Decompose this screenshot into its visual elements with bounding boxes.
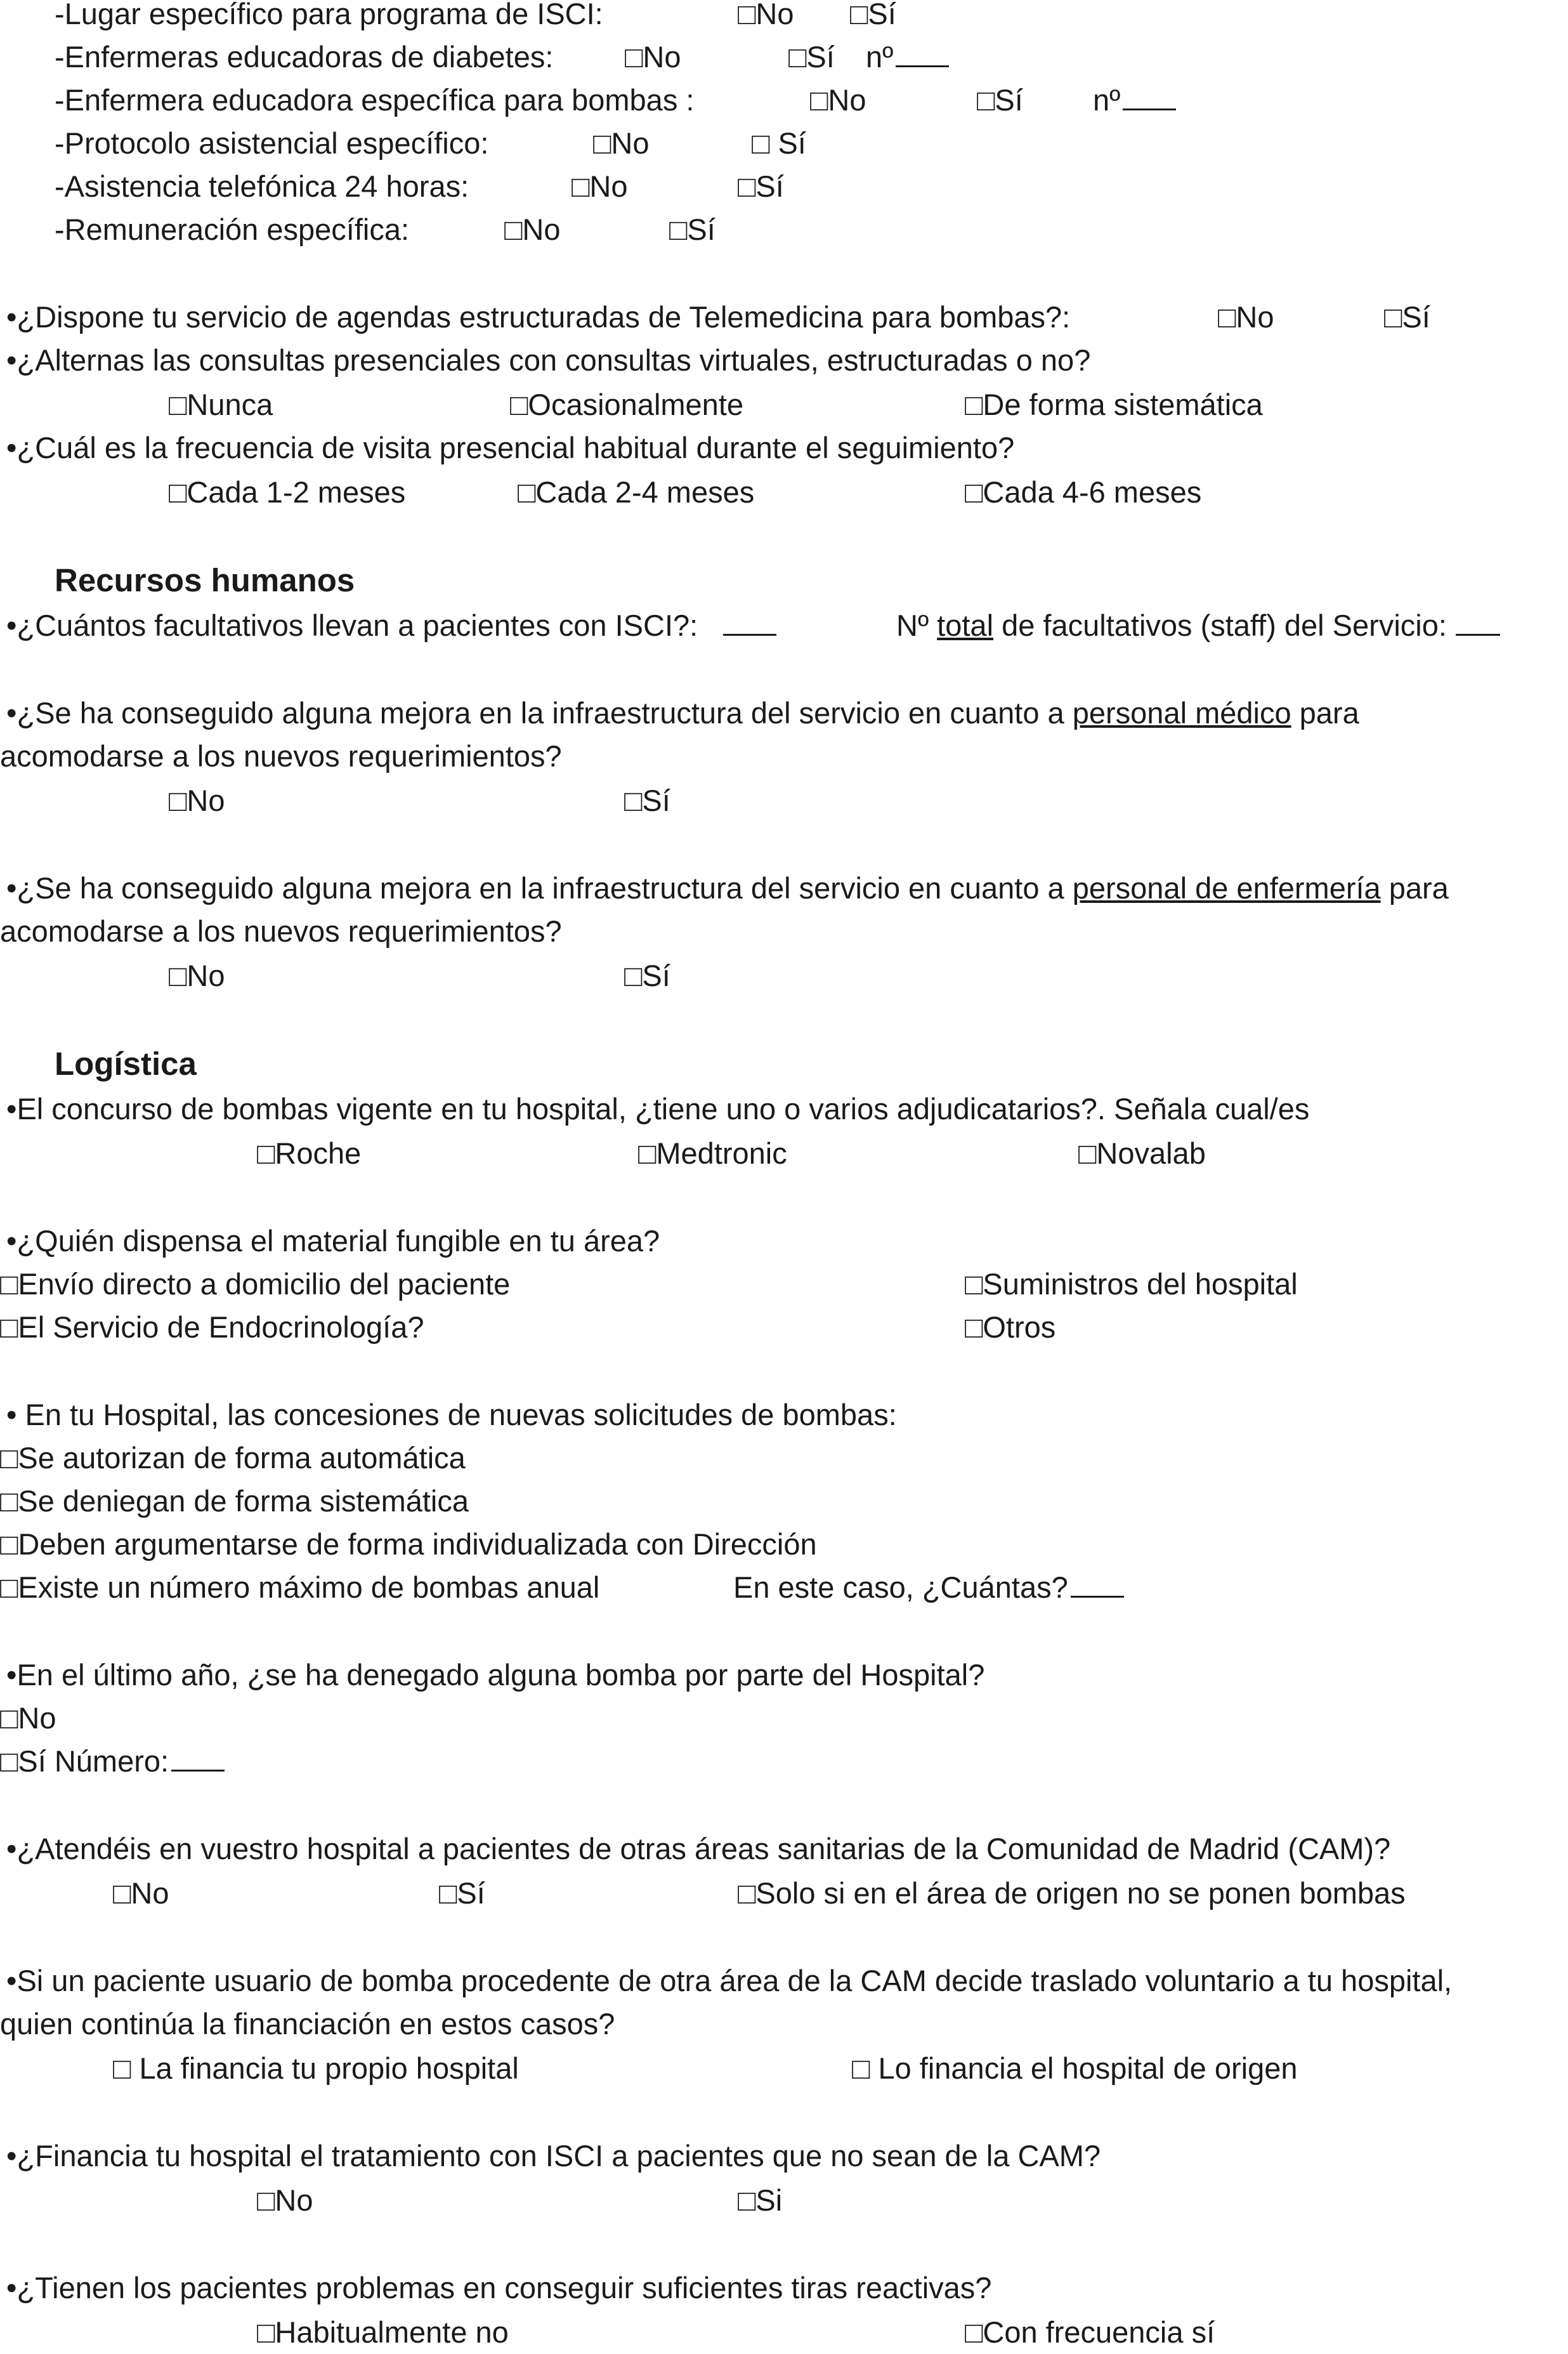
recursos-heading: Recursos humanos [55,562,355,598]
telemedicina-no-checkbox[interactable]: □No [1218,300,1274,334]
enfermeras-si-checkbox[interactable]: □Sí [788,40,835,74]
facultativos-question: •¿Cuántos facultativos llevan a pacientes con ISCI?: [6,608,698,642]
medtronic-checkbox[interactable]: □Medtronic [638,1136,787,1170]
roche-checkbox[interactable]: □Roche [257,1136,362,1170]
otras-areas-question: •¿Atendéis en vuestro hospital a pacientes de otras áreas sanitarias de la Comunidad de Madrid (CAM)? [6,1832,1391,1865]
enf-bombas-num-field[interactable] [1093,79,1176,122]
frecuencia-si-checkbox[interactable]: □Con frecuencia sí [965,2315,1215,2349]
medico-no-checkbox[interactable]: □No [169,784,225,817]
frecuencia-question: •¿Cuál es la frecuencia de visita presencial habitual durante el seguimiento? [6,431,1015,464]
alternas-question: •¿Alternas las consultas presenciales con consultas virtuales, estructuradas o no? [6,343,1091,377]
total-line [896,604,1500,647]
medico-acomodarse: acomodarse a los nuevos requerimientos? [0,739,562,773]
enfermeria-pre: •¿Se ha conseguido alguna mejora en la infraestructura del servicio en cuanto a [6,871,1073,905]
financia-no-checkbox[interactable]: □No [257,2183,313,2217]
enfermeria-acomodarse: acomodarse a los nuevos requerimientos? [0,914,562,948]
denegado-question: •En el último año, ¿se ha denegado alguna bomba por parte del Hospital? [6,1658,985,1692]
enf-bombas-no-checkbox[interactable]: □No [810,83,866,117]
maximo-checkbox[interactable]: □Existe un número máximo de bombas anual [0,1570,600,1604]
enf-bombas-si-checkbox[interactable]: □Sí [977,83,1023,117]
total-post: de facultativos (staff) del Servicio: [993,608,1447,642]
telemedicina-si-checkbox[interactable]: □Sí [1384,300,1430,334]
remuneracion-si-checkbox[interactable]: □Sí [669,213,715,246]
medico-line [6,692,1359,735]
propio-checkbox[interactable]: □ La financia tu propio hospital [113,2051,519,2085]
telemedicina-question: •¿Dispone tu servicio de agendas estructuradas de Telemedicina para bombas?: [6,300,1071,334]
autorizan-checkbox[interactable]: □Se autorizan de forma automática [0,1441,466,1475]
remuneracion-no-checkbox[interactable]: □No [504,213,561,246]
enfermeria-si-checkbox[interactable]: □Sí [624,959,670,992]
facultativos-line [6,604,776,647]
enfermeras-num-field[interactable] [866,36,949,79]
lugar-label: -Lugar específico para programa de ISCI: [55,0,603,30]
habitualmente-checkbox[interactable]: □Habitualmente no [257,2315,509,2349]
enfermeras-no-checkbox[interactable]: □No [625,40,681,74]
frecuencia-1-2-checkbox[interactable]: □Cada 1-2 meses [169,475,406,509]
denegado-si-field[interactable] [0,1740,225,1783]
denegado-no-checkbox[interactable]: □No [0,1701,56,1735]
enfermeria-no-checkbox[interactable]: □No [169,959,225,992]
medico-pre: •¿Se ha conseguido alguna mejora en la infraestructura del servicio en cuanto a [6,696,1073,730]
lugar-si-checkbox[interactable]: □Sí [850,0,896,30]
enf-bombas-num-label: nº [1093,83,1121,117]
suministros-checkbox[interactable]: □Suministros del hospital [965,1267,1298,1301]
fungible-question: •¿Quién dispensa el material fungible en tu área? [6,1224,660,1258]
frecuencia-2-4-checkbox[interactable]: □Cada 2-4 meses [518,475,755,509]
protocolo-label: -Protocolo asistencial específico: [55,126,489,160]
protocolo-si-checkbox[interactable]: □ Sí [752,126,806,160]
telefonica-si-checkbox[interactable]: □Sí [738,169,784,203]
traslado-question: •Si un paciente usuario de bomba procedente de otra área de la CAM decide traslado voluntario a tu hospital, [6,1964,1453,1997]
frecuencia-4-6-checkbox[interactable]: □Cada 4-6 meses [965,475,1202,509]
total-underlined: total [937,608,994,642]
otros-checkbox[interactable]: □Otros [965,1310,1056,1344]
total-blank[interactable] [1456,612,1500,636]
facultativos-blank[interactable] [723,612,776,636]
remuneracion-label: -Remuneración específica: [55,213,410,246]
medico-si-checkbox[interactable]: □Sí [624,784,670,817]
deniegan-checkbox[interactable]: □Se deniegan de forma sistemática [0,1484,469,1518]
endocrino-checkbox[interactable]: □El Servicio de Endocrinología? [0,1310,424,1344]
enfermeria-line [6,867,1449,910]
total-pre: Nº [896,608,938,642]
otras-si-checkbox[interactable]: □Sí [439,1876,485,1910]
otras-no-checkbox[interactable]: □No [113,1876,169,1910]
enfermeria-post: para [1380,871,1449,905]
telefonica-no-checkbox[interactable]: □No [572,169,628,203]
concesiones-question: • En tu Hospital, las concesiones de nuevas solicitudes de bombas: [6,1398,897,1431]
telefonica-label: -Asistencia telefónica 24 horas: [55,169,469,203]
cuantas-field[interactable] [733,1566,1124,1609]
origen-checkbox[interactable]: □ Lo financia el hospital de origen [852,2051,1298,2085]
argumentarse-checkbox[interactable]: □Deben argumentarse de forma individualizada con Dirección [0,1527,817,1561]
novalab-checkbox[interactable]: □Novalab [1078,1136,1206,1170]
enfermeras-label: -Enfermeras educadoras de diabetes: [55,40,554,74]
alternas-ocasional-checkbox[interactable]: □Ocasionalmente [510,388,744,421]
protocolo-no-checkbox[interactable]: □No [593,126,650,160]
enfermeras-num-label: nº [866,40,894,74]
financia-question: •¿Financia tu hospital el tratamiento con ISCI a pacientes que no sean de la CAM? [6,2139,1101,2173]
medico-underlined: personal médico [1072,696,1291,730]
traslado-question-2: quien continúa la financiación en estos casos? [0,2007,615,2041]
otras-solo-checkbox[interactable]: □Solo si en el área de origen no se ponen bombas [738,1876,1406,1910]
denegado-si-label: □Sí Número: [0,1744,169,1778]
cuantas-label: En este caso, ¿Cuántas? [733,1570,1068,1604]
lugar-no-checkbox[interactable]: □No [738,0,794,30]
tiras-question: •¿Tienen los pacientes problemas en conseguir suficientes tiras reactivas? [6,2271,992,2305]
alternas-nunca-checkbox[interactable]: □Nunca [169,388,273,421]
envio-checkbox[interactable]: □Envío directo a domicilio del paciente [0,1267,511,1301]
financia-si-checkbox[interactable]: □Si [738,2183,783,2217]
concurso-question: •El concurso de bombas vigente en tu hospital, ¿tiene uno o varios adjudicatarios?. Señala cual/es [6,1092,1310,1126]
alternas-sistematica-checkbox[interactable]: □De forma sistemática [965,388,1263,421]
enf-bombas-label: -Enfermera educadora específica para bombas : [55,83,695,117]
medico-post: para [1291,696,1359,730]
enfermeria-underlined: personal de enfermería [1072,871,1381,905]
logistica-heading: Logística [55,1046,197,1082]
